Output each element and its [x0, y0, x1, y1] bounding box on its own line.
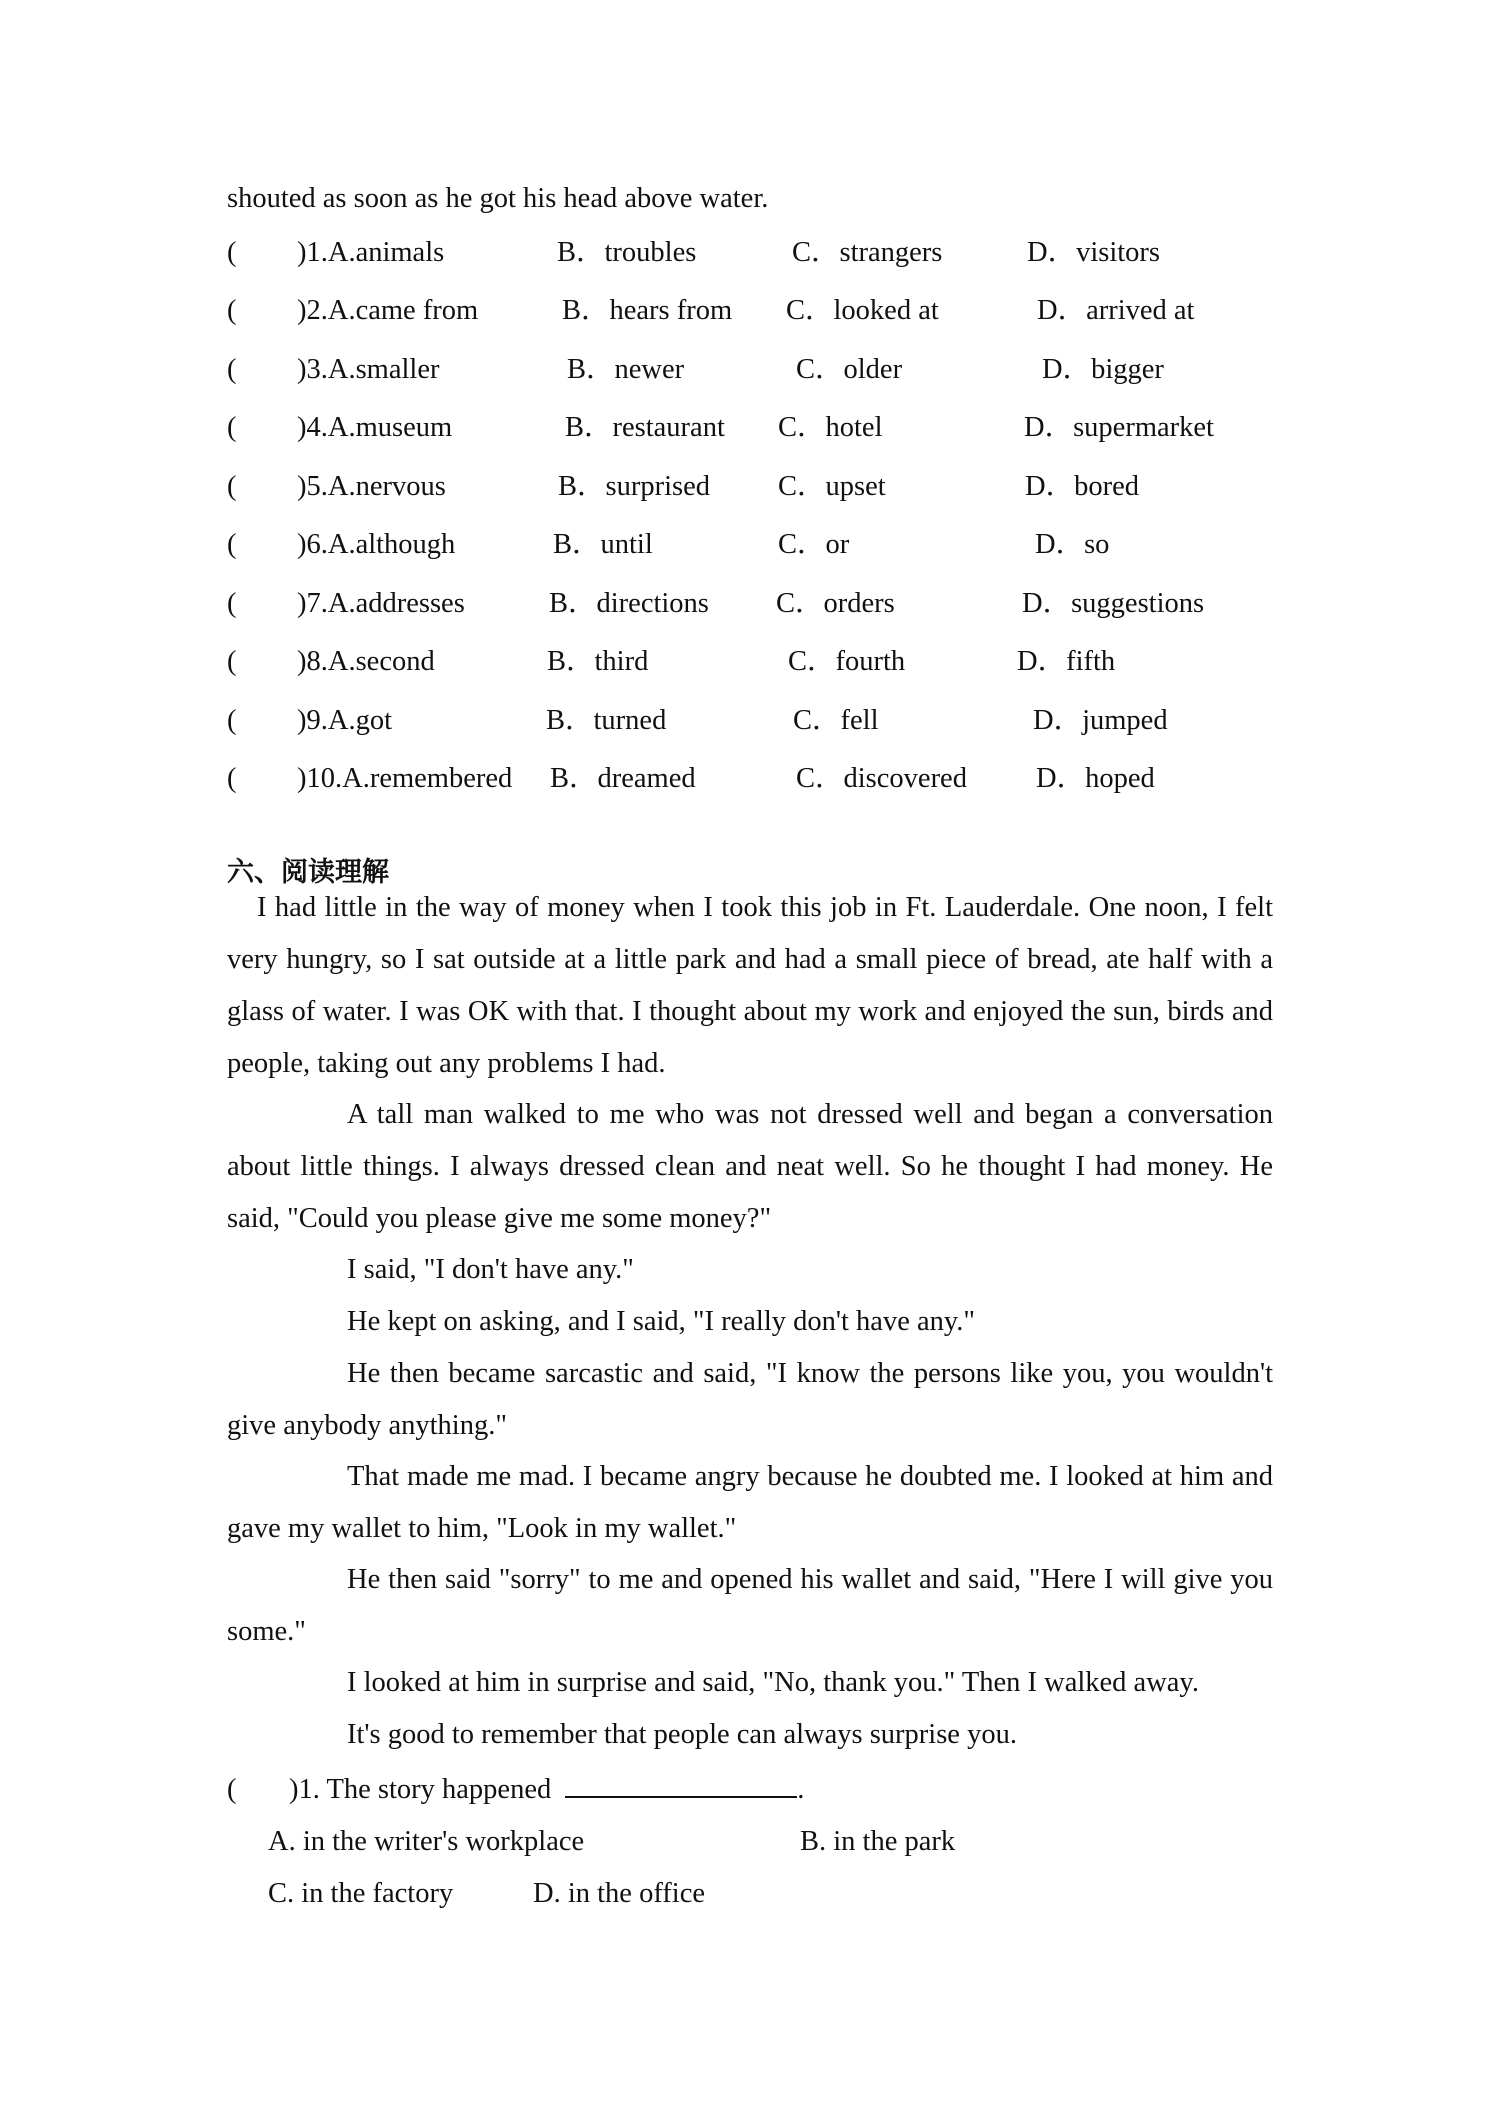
option-d[interactable]: D. in the office [533, 1878, 706, 1909]
option-d[interactable]: D．supermarket [1024, 412, 1214, 443]
question-number-option-a[interactable]: )5.A.nervous [297, 471, 446, 502]
question-number-option-a[interactable]: )1.A.animals [297, 237, 445, 268]
option-c[interactable]: C．hotel [778, 412, 883, 443]
answer-paren[interactable]: ( [227, 1774, 237, 1805]
cloze-question-row [227, 584, 1277, 624]
cloze-question-row [227, 525, 1277, 565]
passage-paragraph-4: He kept on asking, and I said, "I really don't have any." [347, 1306, 976, 1337]
option-d[interactable]: D．bigger [1042, 354, 1164, 385]
option-c[interactable]: C．older [796, 354, 903, 385]
question-number-option-a[interactable]: )9.A.got [297, 705, 392, 736]
option-c[interactable]: C．fell [793, 705, 879, 736]
passage-paragraph-8: I looked at him in surprise and said, "No, thank you." Then I walked away. [347, 1667, 1199, 1698]
option-b[interactable]: B．surprised [558, 471, 710, 502]
comprehension-question [227, 1770, 1277, 1810]
passage-paragraph-7: He then said "sorry" to me and opened his wallet and said, "Here I will give you some." [227, 1564, 1273, 1647]
option-d[interactable]: D．arrived at [1037, 295, 1195, 326]
passage-paragraph-9: It's good to remember that people can always surprise you. [347, 1719, 1017, 1750]
cloze-question-row [227, 642, 1277, 682]
answer-paren[interactable]: ( [227, 412, 237, 443]
option-c[interactable]: C．fourth [788, 646, 906, 677]
option-a[interactable]: A. in the writer's workplace [268, 1826, 585, 1857]
option-c[interactable]: C．orders [776, 588, 895, 619]
answer-paren[interactable]: ( [227, 705, 237, 736]
option-c[interactable]: C. in the factory [268, 1878, 454, 1909]
option-d[interactable]: D．suggestions [1022, 588, 1205, 619]
cloze-question-row [227, 408, 1277, 448]
option-b[interactable]: B．dreamed [550, 763, 696, 794]
answer-paren[interactable]: ( [227, 471, 237, 502]
option-b[interactable]: B．turned [546, 705, 667, 736]
intro-line: shouted as soon as he got his head above water. [227, 183, 769, 214]
cloze-question-row [227, 467, 1277, 507]
question-stem: )1. The story happened . [289, 1770, 804, 1810]
option-d[interactable]: D．hoped [1036, 763, 1155, 794]
answer-blank[interactable] [565, 1770, 797, 1798]
cloze-question-row [227, 291, 1277, 331]
option-b[interactable]: B．hears from [562, 295, 733, 326]
option-d[interactable]: D．visitors [1027, 237, 1161, 268]
option-b[interactable]: B．until [553, 529, 653, 560]
question-number-option-a[interactable]: )2.A.came from [297, 295, 479, 326]
option-c[interactable]: C．discovered [796, 763, 967, 794]
option-b[interactable]: B. in the park [800, 1826, 956, 1857]
option-b[interactable]: B．directions [549, 588, 709, 619]
question-number-option-a[interactable]: )3.A.smaller [297, 354, 440, 385]
option-b[interactable]: B．newer [567, 354, 685, 385]
option-d[interactable]: D．so [1035, 529, 1110, 560]
question-number-option-a[interactable]: )6.A.although [297, 529, 456, 560]
option-c[interactable]: C．looked at [786, 295, 939, 326]
passage-paragraph-3: I said, "I don't have any." [347, 1254, 634, 1285]
answer-paren[interactable]: ( [227, 354, 237, 385]
answer-paren[interactable]: ( [227, 588, 237, 619]
answer-paren[interactable]: ( [227, 529, 237, 560]
passage-paragraph-2: A tall man walked to me who was not dressed well and began a conversation about little things. I always dressed clean and neat well. So he thought I had money. He said, "Could you please give me some money?" [227, 1099, 1273, 1234]
option-b[interactable]: B．restaurant [565, 412, 725, 443]
question-number-option-a[interactable]: )8.A.second [297, 646, 435, 677]
passage-paragraph-5: He then became sarcastic and said, "I know the persons like you, you wouldn't give anybody anything." [227, 1358, 1273, 1441]
cloze-question-row [227, 701, 1277, 741]
answer-paren[interactable]: ( [227, 295, 237, 326]
option-c[interactable]: C．or [778, 529, 850, 560]
question-number-option-a[interactable]: )10.A.remembered [297, 763, 513, 794]
option-d[interactable]: D．fifth [1017, 646, 1116, 677]
answer-paren[interactable]: ( [227, 763, 237, 794]
passage-paragraph-6: That made me mad. I became angry because he doubted me. I looked at him and gave my wallet to him, "Look in my wallet." [227, 1461, 1273, 1544]
option-d[interactable]: D．bored [1025, 471, 1139, 502]
option-b[interactable]: B．troubles [557, 237, 697, 268]
passage-paragraph-1: I had little in the way of money when I took this job in Ft. Lauderdale. One noon, I felt very hungry, so I sat outside at a little park and had a small piece of bread, ate half with a glass of water. I was OK with that. I thought about my work and enjoyed the sun, birds and people, taking out any problems I had. [227, 892, 1273, 1079]
cloze-question-row [227, 759, 1277, 799]
answer-paren[interactable]: ( [227, 646, 237, 677]
option-c[interactable]: C．upset [778, 471, 886, 502]
cloze-question-row [227, 233, 1277, 273]
option-d[interactable]: D．jumped [1033, 705, 1168, 736]
option-b[interactable]: B．third [547, 646, 649, 677]
question-number-option-a[interactable]: )4.A.museum [297, 412, 453, 443]
cloze-question-row [227, 350, 1277, 390]
answer-paren[interactable]: ( [227, 237, 237, 268]
option-c[interactable]: C．strangers [792, 237, 943, 268]
section-heading: 六、阅读理解 [227, 857, 389, 888]
question-number-option-a[interactable]: )7.A.addresses [297, 588, 465, 619]
